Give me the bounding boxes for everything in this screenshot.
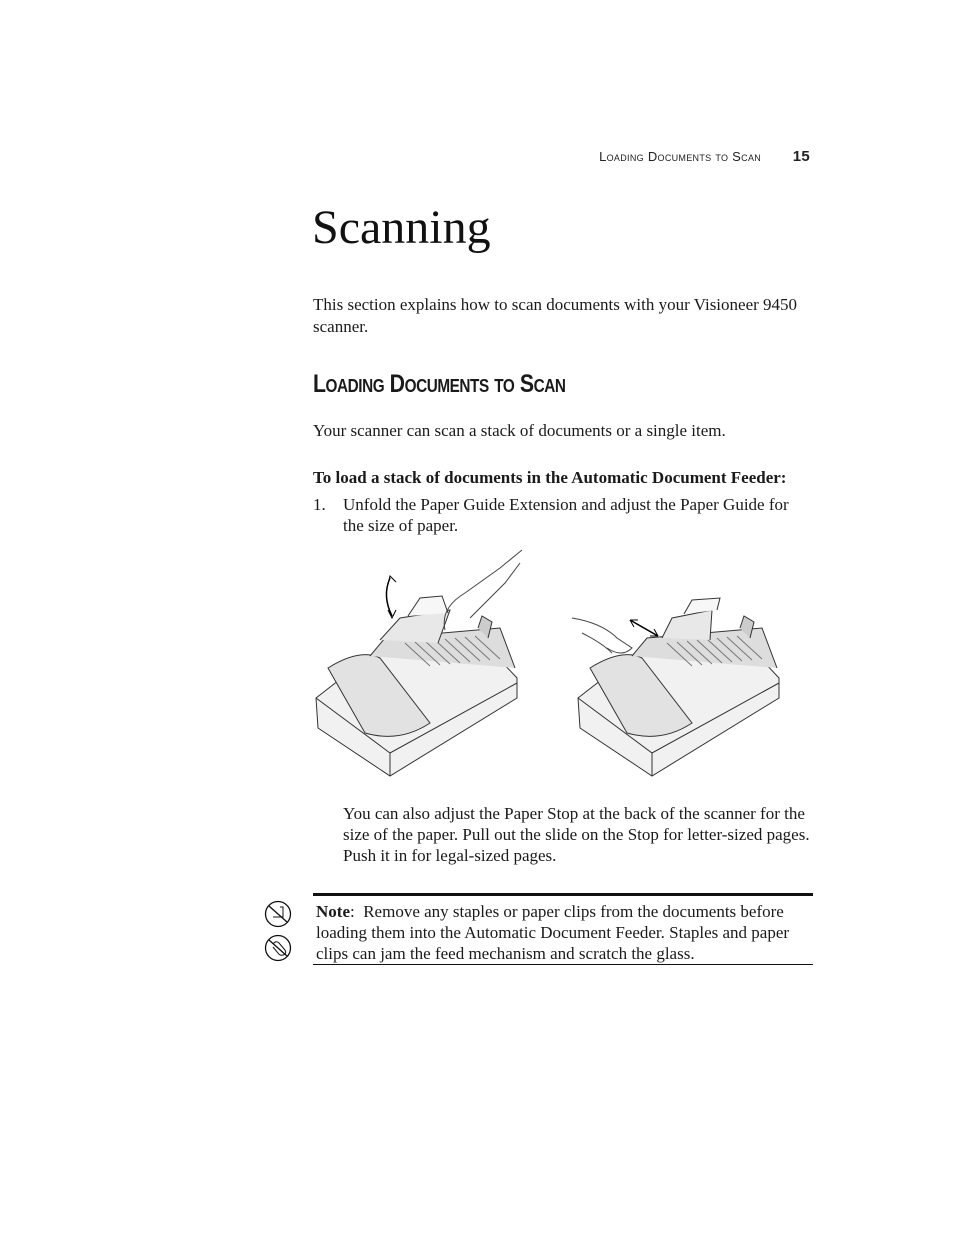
chapter-intro: This section explains how to scan documents with your Visioneer 9450 scanner. [313, 295, 798, 336]
section-intro: Your scanner can scan a stack of documents or a single item. [313, 421, 726, 440]
page-number: 15 [792, 148, 810, 165]
no-paperclips-icon [263, 934, 293, 962]
procedure-title: To load a stack of documents in the Automatic Document Feeder: [313, 468, 787, 487]
step-text: Unfold the Paper Guide Extension and adjust the Paper Guide for the size of paper. [343, 495, 789, 535]
running-title: Loading Documents to Scan [599, 149, 762, 164]
no-staples-icon [263, 900, 293, 928]
note-label: Note [316, 902, 350, 921]
note-box [313, 893, 813, 965]
note-text: Remove any staples or paper clips from the documents before loading them into the Automatic Document Feeder. Staples and paper clips can jam the feed mechanism and scratch the glass. [316, 902, 790, 963]
note-separator: : [349, 902, 355, 921]
running-header [560, 148, 810, 165]
note-paragraph [316, 901, 811, 964]
paper-stop-paragraph: You can also adjust the Paper Stop at the back of the scanner for the size of the paper. Pull out the slide on the Stop for letter-sized pages. Push it in for legal-sized pages. [343, 804, 810, 865]
scanner-left-drawing [316, 550, 522, 776]
section-heading: Loading Documents to Scan [313, 370, 566, 398]
scanner-illustration [310, 548, 790, 783]
chapter-title: Scanning [312, 201, 491, 254]
step-1 [313, 494, 813, 536]
scanner-right-drawing [572, 598, 779, 776]
step-number: 1. [313, 495, 326, 514]
